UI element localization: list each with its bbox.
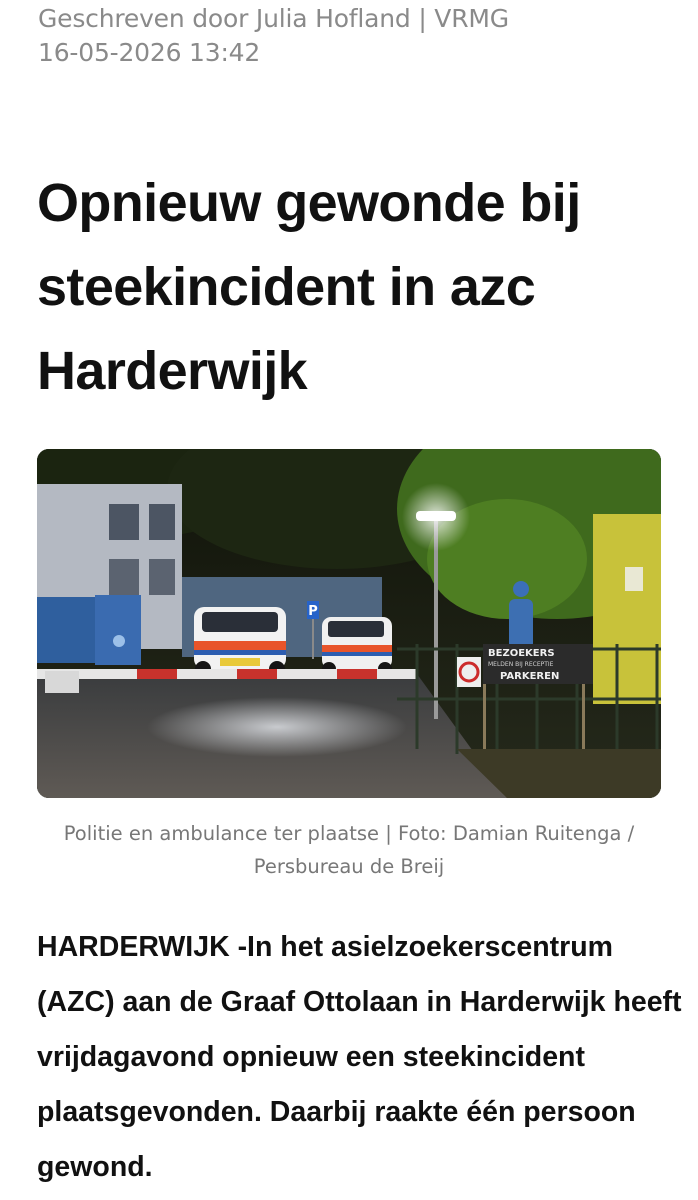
byline[interactable]: Geschreven door Julia Hofland | VRMG <box>38 4 509 33</box>
lead-line: HARDERWIJK -In het asielzoekerscentrum <box>37 931 613 963</box>
parking-letter: P <box>308 604 318 619</box>
article-photo[interactable] <box>37 449 661 798</box>
headline-line: Harderwijk <box>37 341 308 401</box>
lead-line: gewond. <box>37 1151 153 1183</box>
publish-date: 16-05-2026 13:42 <box>38 38 261 67</box>
sign-line-3: PARKEREN <box>500 671 560 682</box>
headlight-reflection <box>147 697 407 757</box>
headline-line: Opnieuw gewonde bij <box>37 173 581 233</box>
ambulance-car <box>322 617 392 676</box>
night-scene-illustration <box>37 449 661 798</box>
lead-line: plaatsgevonden. Daarbij raakte één persoon <box>37 1096 636 1128</box>
caption-line: Persbureau de Breij <box>253 855 445 878</box>
sign-line-1: BEZOEKERS <box>488 648 555 659</box>
sign-line-2: MELDEN BIJ RECEPTIE <box>488 661 554 668</box>
headline-line: steekincident in azc <box>37 257 536 317</box>
article-meta <box>38 2 509 70</box>
lead-line: vrijdagavond opnieuw een steekincident <box>37 1041 585 1073</box>
caption-line: Politie en ambulance ter plaatse | Foto: Damian Ruitenga / <box>63 822 635 845</box>
building-right <box>593 514 661 704</box>
police-car <box>194 607 286 677</box>
photo-caption <box>37 817 661 883</box>
blue-containers <box>37 595 141 665</box>
headline <box>37 161 667 413</box>
lead-line: (AZC) aan de Graaf Ottolaan in Harderwijk heeft <box>37 986 682 1018</box>
no-parking-sign <box>457 657 481 687</box>
lead-paragraph <box>37 920 682 1195</box>
